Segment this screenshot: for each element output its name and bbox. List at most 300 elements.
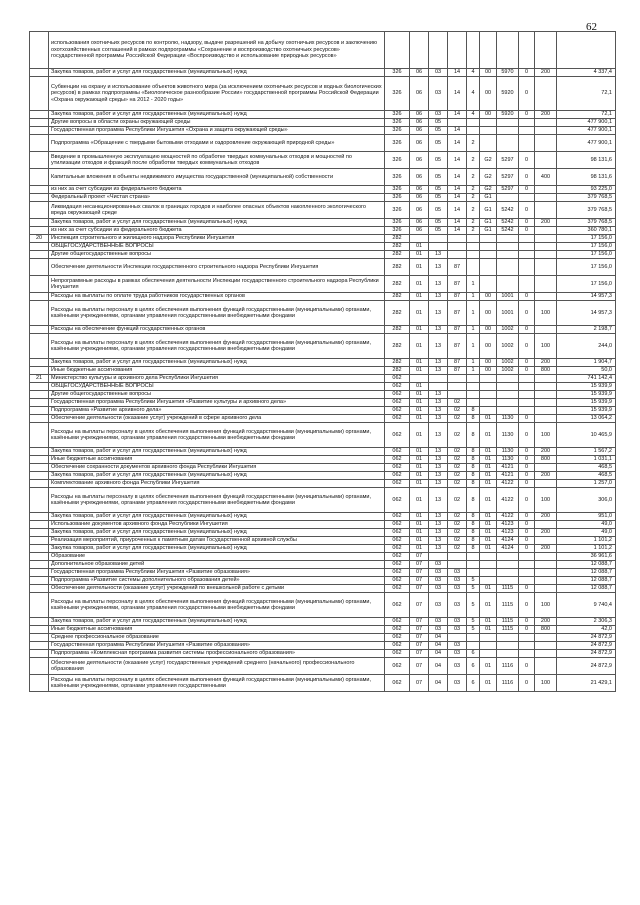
direction-code-cell	[497, 32, 519, 69]
section-code-cell: 07	[410, 553, 429, 561]
subprogram-code-cell	[467, 243, 480, 251]
direction-suffix-cell: 0	[519, 301, 535, 326]
item-name-cell: Закупка товаров, работ и услуг для государственных (муниципальных) нужд	[49, 111, 385, 119]
program-code-cell: 02	[448, 407, 467, 415]
event-code-cell: G2	[480, 169, 497, 186]
program-code-cell: 87	[448, 259, 467, 276]
row-number-cell	[30, 111, 49, 119]
ministry-code-cell	[385, 32, 410, 69]
amount-cell: 244,0	[557, 334, 616, 359]
direction-code-cell	[497, 375, 519, 383]
direction-suffix-cell	[519, 375, 535, 383]
program-code-cell: 14	[448, 152, 467, 169]
subprogram-code-cell	[467, 251, 480, 259]
row-number-cell	[30, 585, 49, 593]
table-row	[30, 456, 616, 464]
program-code-cell: 03	[448, 618, 467, 626]
subsection-code-cell: 13	[429, 513, 448, 521]
direction-code-cell: 5242	[497, 219, 519, 227]
amount-cell: 360 780,1	[557, 227, 616, 235]
section-code-cell: 01	[410, 513, 429, 521]
row-number-cell	[30, 618, 49, 626]
item-name-cell: Комплектование архивного фонда Республики Ингушетия	[49, 480, 385, 488]
subsection-code-cell: 05	[429, 227, 448, 235]
subsection-code-cell: 13	[429, 367, 448, 375]
expense-type-cell: 100	[535, 675, 557, 692]
direction-code-cell	[497, 383, 519, 391]
section-code-cell: 07	[410, 675, 429, 692]
expense-type-cell	[535, 119, 557, 127]
event-code-cell: 01	[480, 480, 497, 488]
table-row	[30, 119, 616, 127]
program-code-cell	[448, 119, 467, 127]
amount-cell: 12 088,7	[557, 569, 616, 577]
amount-cell: 4 337,4	[557, 69, 616, 77]
expense-type-cell: 200	[535, 472, 557, 480]
row-number-cell	[30, 537, 49, 545]
subsection-code-cell: 13	[429, 399, 448, 407]
subsection-code-cell: 03	[429, 111, 448, 119]
subprogram-code-cell: 8	[467, 464, 480, 472]
amount-cell: 2 306,3	[557, 618, 616, 626]
direction-code-cell	[497, 577, 519, 585]
direction-suffix-cell	[519, 407, 535, 415]
direction-code-cell	[497, 650, 519, 658]
subprogram-code-cell: 5	[467, 585, 480, 593]
event-code-cell: 01	[480, 529, 497, 537]
row-number-cell	[30, 472, 49, 480]
subsection-code-cell: 03	[429, 69, 448, 77]
table-row	[30, 301, 616, 326]
direction-code-cell	[497, 127, 519, 135]
subprogram-code-cell: 2	[467, 152, 480, 169]
amount-cell: 15 939,9	[557, 383, 616, 391]
amount-cell: 72,1	[557, 111, 616, 119]
section-code-cell: 06	[410, 186, 429, 194]
row-number-cell	[30, 135, 49, 152]
row-number-cell	[30, 415, 49, 423]
subprogram-code-cell	[467, 399, 480, 407]
amount-cell: 741 142,4	[557, 375, 616, 383]
direction-suffix-cell: 0	[519, 488, 535, 513]
subprogram-code-cell: 8	[467, 529, 480, 537]
amount-cell: 72,1	[557, 77, 616, 111]
event-code-cell: 01	[480, 464, 497, 472]
item-name-cell: Иные бюджетные ассигнования	[49, 626, 385, 634]
direction-code-cell	[497, 119, 519, 127]
item-name-cell: Субвенции на охрану и использование объектов животного мира (за исключением охотничьих ресурсов и водных биологических ресурсов) в рамках подпрограммы «Биологическое разнообразие России» государственной программы Российской Федерации «Охрана окружающей среды» на 2012 - 2020 годы»	[49, 77, 385, 111]
event-code-cell	[480, 391, 497, 399]
table-row	[30, 293, 616, 301]
subprogram-code-cell	[467, 642, 480, 650]
amount-cell: 379 768,5	[557, 194, 616, 202]
program-code-cell: 03	[448, 626, 467, 634]
subprogram-code-cell	[467, 561, 480, 569]
direction-suffix-cell: 0	[519, 227, 535, 235]
item-name-cell: Реализация мероприятий, приуроченных к памятным датам Государственной архивной службы	[49, 537, 385, 545]
amount-cell: 306,0	[557, 488, 616, 513]
subsection-code-cell: 05	[429, 135, 448, 152]
subprogram-code-cell	[467, 553, 480, 561]
amount-cell: 379 768,5	[557, 202, 616, 219]
program-code-cell: 02	[448, 415, 467, 423]
ministry-code-cell: 282	[385, 259, 410, 276]
direction-suffix-cell: 0	[519, 521, 535, 529]
subprogram-code-cell: 1	[467, 326, 480, 334]
expense-type-cell: 100	[535, 593, 557, 618]
section-code-cell: 01	[410, 243, 429, 251]
subsection-code-cell	[429, 235, 448, 243]
direction-code-cell	[497, 243, 519, 251]
subsection-code-cell: 13	[429, 480, 448, 488]
expense-type-cell	[535, 202, 557, 219]
table-row	[30, 553, 616, 561]
subprogram-code-cell	[467, 127, 480, 135]
direction-code-cell	[497, 642, 519, 650]
table-row	[30, 227, 616, 235]
amount-cell: 15 939,9	[557, 399, 616, 407]
item-name-cell: Закупка товаров, работ и услуг для государственных (муниципальных) нужд	[49, 472, 385, 480]
row-number-cell	[30, 521, 49, 529]
expense-type-cell	[535, 251, 557, 259]
subprogram-code-cell: 1	[467, 293, 480, 301]
item-name-cell: Обеспечение деятельности Инспекции государственного строительного надзора Республики Ингушетия	[49, 259, 385, 276]
direction-code-cell	[497, 553, 519, 561]
ministry-code-cell: 282	[385, 326, 410, 334]
expense-type-cell	[535, 194, 557, 202]
subsection-code-cell: 13	[429, 545, 448, 553]
section-code-cell: 01	[410, 399, 429, 407]
section-code-cell: 07	[410, 634, 429, 642]
item-name-cell: Инспекция строительного и жилищного надзора Республики Ингушетия	[49, 235, 385, 243]
table-row	[30, 243, 616, 251]
amount-cell: 1 101,2	[557, 545, 616, 553]
section-code-cell: 06	[410, 77, 429, 111]
ministry-code-cell: 062	[385, 488, 410, 513]
item-name-cell: Государственная программа Республики Ингушетия «Развитие образования»	[49, 569, 385, 577]
table-row	[30, 251, 616, 259]
table-row	[30, 127, 616, 135]
table-row	[30, 488, 616, 513]
direction-code-cell: 1002	[497, 334, 519, 359]
program-code-cell	[448, 235, 467, 243]
direction-suffix-cell: 0	[519, 334, 535, 359]
amount-cell: 14 957,3	[557, 293, 616, 301]
ministry-code-cell: 062	[385, 618, 410, 626]
section-code-cell: 06	[410, 169, 429, 186]
event-code-cell	[480, 276, 497, 293]
section-code-cell: 07	[410, 642, 429, 650]
ministry-code-cell: 062	[385, 448, 410, 456]
subprogram-code-cell: 6	[467, 675, 480, 692]
program-code-cell: 14	[448, 111, 467, 119]
event-code-cell: 00	[480, 301, 497, 326]
table-row	[30, 593, 616, 618]
expense-type-cell	[535, 186, 557, 194]
ministry-code-cell: 062	[385, 480, 410, 488]
program-code-cell: 02	[448, 545, 467, 553]
expense-type-cell	[535, 561, 557, 569]
page-number: 62	[586, 21, 597, 33]
amount-cell: 1 567,2	[557, 448, 616, 456]
amount-cell: 14 957,3	[557, 301, 616, 326]
section-code-cell: 06	[410, 152, 429, 169]
expense-type-cell	[535, 127, 557, 135]
expense-type-cell	[535, 399, 557, 407]
direction-code-cell	[497, 235, 519, 243]
section-code-cell: 06	[410, 194, 429, 202]
item-name-cell: Расходы на выплаты персоналу в целях обеспечения выполнения функций государственными (муниципальными) органами, казёнными учреждениями, органами управления государственными	[49, 675, 385, 692]
amount-cell: 468,5	[557, 464, 616, 472]
direction-suffix-cell	[519, 642, 535, 650]
direction-code-cell	[497, 634, 519, 642]
subprogram-code-cell: 8	[467, 513, 480, 521]
row-number-cell	[30, 529, 49, 537]
subprogram-code-cell: 8	[467, 480, 480, 488]
direction-code-cell: 5297	[497, 152, 519, 169]
item-name-cell: Закупка товаров, работ и услуг для государственных (муниципальных) нужд	[49, 448, 385, 456]
section-code-cell: 07	[410, 618, 429, 626]
direction-code-cell: 1115	[497, 585, 519, 593]
subprogram-code-cell: 5	[467, 577, 480, 585]
direction-suffix-cell: 0	[519, 202, 535, 219]
event-code-cell	[480, 642, 497, 650]
item-name-cell: Подпрограмма «Развитие архивного дела»	[49, 407, 385, 415]
expense-type-cell	[535, 227, 557, 235]
row-number-cell	[30, 553, 49, 561]
item-name-cell: Закупка товаров, работ и услуг для государственных (муниципальных) нужд	[49, 545, 385, 553]
row-number-cell	[30, 593, 49, 618]
direction-code-cell: 1130	[497, 415, 519, 423]
expense-type-cell	[535, 521, 557, 529]
table-row	[30, 480, 616, 488]
direction-code-cell	[497, 135, 519, 152]
direction-code-cell	[497, 259, 519, 276]
table-row	[30, 186, 616, 194]
table-row	[30, 375, 616, 383]
ministry-code-cell: 062	[385, 423, 410, 448]
section-code-cell: 06	[410, 202, 429, 219]
event-code-cell: 00	[480, 334, 497, 359]
ministry-code-cell: 062	[385, 529, 410, 537]
direction-code-cell	[497, 407, 519, 415]
amount-cell: 468,5	[557, 472, 616, 480]
event-code-cell: G1	[480, 202, 497, 219]
direction-suffix-cell: 0	[519, 513, 535, 521]
section-code-cell: 01	[410, 251, 429, 259]
ministry-code-cell: 282	[385, 359, 410, 367]
section-code-cell: 01	[410, 529, 429, 537]
ministry-code-cell: 326	[385, 77, 410, 111]
table-body	[30, 32, 616, 692]
item-name-cell: Введение в промышленную эксплуатацию мощностей по обработке твердых коммунальных отходов и мощностей по утилизации отходов и фракций после обработки твердых коммунальных отходов	[49, 152, 385, 169]
expense-type-cell	[535, 326, 557, 334]
item-name-cell: Другие вопросы в области охраны окружающей среды	[49, 119, 385, 127]
amount-cell: 93 225,0	[557, 186, 616, 194]
row-number-cell	[30, 186, 49, 194]
program-code-cell: 03	[448, 593, 467, 618]
subprogram-code-cell: 8	[467, 521, 480, 529]
section-code-cell: 01	[410, 464, 429, 472]
event-code-cell	[480, 135, 497, 152]
subsection-code-cell: 13	[429, 259, 448, 276]
section-code-cell: 01	[410, 391, 429, 399]
subsection-code-cell: 03	[429, 577, 448, 585]
table-row	[30, 545, 616, 553]
expense-type-cell	[535, 391, 557, 399]
item-name-cell: Подпрограмма «Обращение с твердыми бытовыми отходами и оздоровление окружающей природной среды»	[49, 135, 385, 152]
direction-code-cell	[497, 561, 519, 569]
ministry-code-cell: 062	[385, 577, 410, 585]
direction-suffix-cell: 0	[519, 464, 535, 472]
amount-cell: 9 740,4	[557, 593, 616, 618]
subsection-code-cell	[429, 553, 448, 561]
subprogram-code-cell: 2	[467, 169, 480, 186]
amount-cell: 1 257,0	[557, 480, 616, 488]
row-number-cell	[30, 383, 49, 391]
subprogram-code-cell: 2	[467, 219, 480, 227]
item-name-cell: Федеральный проект «Чистая страна»	[49, 194, 385, 202]
direction-suffix-cell: 0	[519, 423, 535, 448]
row-number-cell	[30, 243, 49, 251]
section-code-cell: 01	[410, 537, 429, 545]
item-name-cell: Иные бюджетные ассигнования	[49, 367, 385, 375]
direction-suffix-cell: 0	[519, 456, 535, 464]
program-code-cell: 02	[448, 464, 467, 472]
direction-suffix-cell: 0	[519, 219, 535, 227]
subprogram-code-cell: 6	[467, 650, 480, 658]
expense-type-cell: 200	[535, 359, 557, 367]
table-row	[30, 642, 616, 650]
section-code-cell: 07	[410, 561, 429, 569]
program-code-cell: 02	[448, 513, 467, 521]
subprogram-code-cell: 8	[467, 545, 480, 553]
ministry-code-cell: 326	[385, 194, 410, 202]
program-code-cell: 02	[448, 472, 467, 480]
amount-cell: 24 872,9	[557, 650, 616, 658]
table-row	[30, 448, 616, 456]
table-row	[30, 650, 616, 658]
row-number-cell	[30, 650, 49, 658]
item-name-cell: из них за счет субсидии из федерального бюджета	[49, 186, 385, 194]
direction-suffix-cell: 0	[519, 593, 535, 618]
row-number-cell	[30, 259, 49, 276]
table-row	[30, 334, 616, 359]
row-number-cell	[30, 293, 49, 301]
row-number-cell	[30, 456, 49, 464]
ministry-code-cell: 326	[385, 69, 410, 77]
direction-code-cell	[497, 276, 519, 293]
direction-suffix-cell: 0	[519, 359, 535, 367]
subsection-code-cell: 04	[429, 675, 448, 692]
section-code-cell: 01	[410, 334, 429, 359]
subsection-code-cell: 13	[429, 472, 448, 480]
direction-code-cell: 1001	[497, 301, 519, 326]
expense-type-cell: 200	[535, 219, 557, 227]
program-code-cell: 03	[448, 658, 467, 675]
section-code-cell: 07	[410, 593, 429, 618]
subprogram-code-cell: 1	[467, 359, 480, 367]
expense-type-cell	[535, 480, 557, 488]
direction-code-cell: 5920	[497, 77, 519, 111]
row-number-cell	[30, 227, 49, 235]
subsection-code-cell: 13	[429, 529, 448, 537]
expense-type-cell	[535, 415, 557, 423]
section-code-cell: 07	[410, 577, 429, 585]
program-code-cell: 87	[448, 276, 467, 293]
item-name-cell: Среднее профессиональное образование	[49, 634, 385, 642]
event-code-cell: 01	[480, 415, 497, 423]
amount-cell: 36 961,6	[557, 553, 616, 561]
subprogram-code-cell: 1	[467, 276, 480, 293]
direction-suffix-cell	[519, 119, 535, 127]
section-code-cell: 01	[410, 276, 429, 293]
program-code-cell	[448, 383, 467, 391]
program-code-cell: 87	[448, 334, 467, 359]
direction-code-cell: 4123	[497, 529, 519, 537]
row-number-cell	[30, 488, 49, 513]
amount-cell: 21 429,1	[557, 675, 616, 692]
table-row	[30, 472, 616, 480]
section-code-cell: 01	[410, 423, 429, 448]
direction-suffix-cell: 0	[519, 545, 535, 553]
event-code-cell	[480, 383, 497, 391]
section-code-cell: 01	[410, 259, 429, 276]
row-number-cell	[30, 569, 49, 577]
program-code-cell	[448, 251, 467, 259]
program-code-cell: 14	[448, 135, 467, 152]
item-name-cell: Расходы на выплаты персоналу в целях обеспечения выполнения функций государственными (муниципальными) органами, казёнными учреждениями, органами управления государственными внебюджетными фондами	[49, 488, 385, 513]
row-number-cell	[30, 634, 49, 642]
ministry-code-cell: 282	[385, 235, 410, 243]
event-code-cell: 01	[480, 448, 497, 456]
event-code-cell: 01	[480, 593, 497, 618]
amount-cell: 24 872,9	[557, 658, 616, 675]
subsection-code-cell: 05	[429, 202, 448, 219]
event-code-cell: 01	[480, 472, 497, 480]
amount-cell: 42,0	[557, 626, 616, 634]
subsection-code-cell: 03	[429, 585, 448, 593]
item-name-cell: Ликвидация несанкционированных свалок в границах городов и наиболее опасных объектов накопленного экологического вреда окружающей среде	[49, 202, 385, 219]
subsection-code-cell: 13	[429, 391, 448, 399]
table-row	[30, 618, 616, 626]
row-number-cell	[30, 658, 49, 675]
table-row	[30, 169, 616, 186]
table-row	[30, 152, 616, 169]
expense-type-cell	[535, 276, 557, 293]
event-code-cell	[480, 634, 497, 642]
subsection-code-cell: 05	[429, 152, 448, 169]
amount-cell: 13 064,2	[557, 415, 616, 423]
direction-code-cell: 4123	[497, 521, 519, 529]
table-row	[30, 111, 616, 119]
direction-suffix-cell: 0	[519, 186, 535, 194]
direction-suffix-cell	[519, 194, 535, 202]
direction-suffix-cell: 0	[519, 415, 535, 423]
section-code-cell: 01	[410, 521, 429, 529]
amount-cell: 10 465,9	[557, 423, 616, 448]
event-code-cell: 01	[480, 626, 497, 634]
program-code-cell: 02	[448, 423, 467, 448]
subsection-code-cell: 13	[429, 407, 448, 415]
program-code-cell	[448, 243, 467, 251]
direction-suffix-cell	[519, 561, 535, 569]
subprogram-code-cell: 2	[467, 194, 480, 202]
event-code-cell	[480, 259, 497, 276]
item-name-cell: Закупка товаров, работ и услуг для государственных (муниципальных) нужд	[49, 529, 385, 537]
ministry-code-cell: 326	[385, 202, 410, 219]
amount-cell: 1 031,1	[557, 456, 616, 464]
